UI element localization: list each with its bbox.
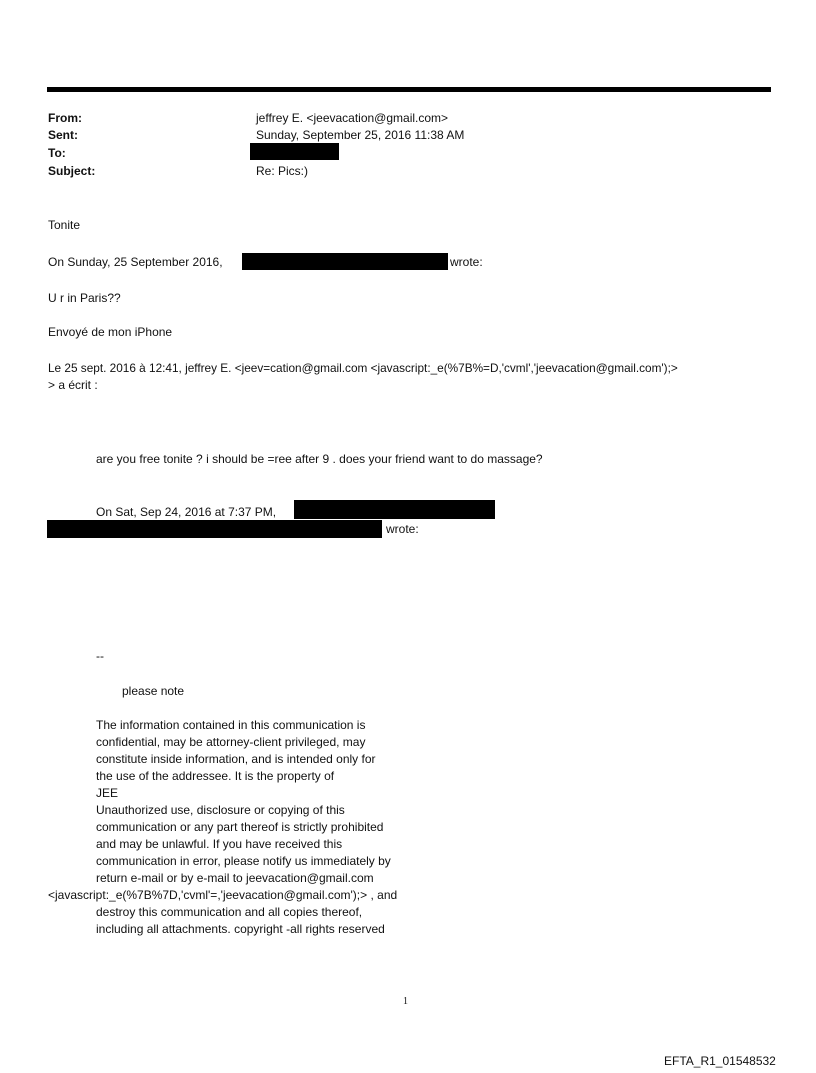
- separator-text: --: [96, 649, 104, 663]
- disclaimer-line: JEE: [96, 786, 119, 800]
- disclaimer-line: and may be unlawful. If you have received this: [96, 837, 343, 851]
- quote3-redaction-2: [47, 520, 382, 538]
- disclaimer-line: including all attachments. copyright -all rights reserved: [96, 922, 385, 936]
- disclaimer-line: return e-mail or by e-mail to jeevacation@gmail.com: [96, 871, 374, 885]
- disclaimer-line: constitute inside information, and is intended only for: [96, 752, 376, 766]
- sent-value: Sunday, September 25, 2016 11:38 AM: [256, 128, 465, 142]
- disclaimer-line: Unauthorized use, disclosure or copying of this: [96, 803, 345, 817]
- sent-label: Sent:: [48, 128, 78, 142]
- from-label: From:: [48, 111, 82, 125]
- quote1-suffix: wrote:: [450, 255, 483, 269]
- to-redaction: [250, 143, 339, 160]
- disclaimer-line: the use of the addressee. It is the property of: [96, 769, 335, 783]
- quote1-prefix: On Sunday, 25 September 2016,: [48, 255, 223, 269]
- disclaimer-line: communication or any part thereof is strictly prohibited: [96, 820, 384, 834]
- quote3-redaction-1: [294, 500, 495, 519]
- message-text: are you free tonite ? i should be =ree after 9 . does your friend want to do massage?: [96, 452, 543, 466]
- please-note-text: please note: [122, 684, 185, 698]
- disclaimer-line: confidential, may be attorney-client privileged, may: [96, 735, 366, 749]
- disclaimer-line: <javascript:_e(%7B%7D,'cvml'=,'jeevacation@gmail.com');> , and: [48, 888, 398, 902]
- disclaimer-line: destroy this communication and all copies thereof,: [96, 905, 363, 919]
- disclaimer-line: The information contained in this communication is: [96, 718, 366, 732]
- header-rule: [47, 87, 771, 92]
- reply-text: Tonite: [48, 218, 81, 232]
- signature-text: Envoyé de mon iPhone: [48, 325, 173, 339]
- subject-value: Re: Pics:): [256, 164, 309, 178]
- page-number: 1: [403, 996, 408, 1007]
- from-value: jeffrey E. <jeevacation@gmail.com>: [256, 111, 449, 125]
- quote1-redaction: [242, 253, 448, 270]
- to-label: To:: [48, 146, 66, 160]
- disclaimer-line: communication in error, please notify us immediately by: [96, 854, 391, 868]
- quote1-text: U r in Paris??: [48, 291, 121, 305]
- quote3-suffix: wrote:: [386, 522, 419, 536]
- quote3-prefix: On Sat, Sep 24, 2016 at 7:37 PM,: [96, 505, 277, 519]
- quote2-line1: Le 25 sept. 2016 à 12:41, jeffrey E. <jeev=cation@gmail.com <javascript:_e(%7B%=D,'cvml','jeevacation@gmail.com');>: [48, 361, 678, 375]
- document-id: EFTA_R1_01548532: [664, 1054, 776, 1068]
- subject-label: Subject:: [48, 164, 96, 178]
- quote2-line2: > a écrit :: [48, 378, 98, 392]
